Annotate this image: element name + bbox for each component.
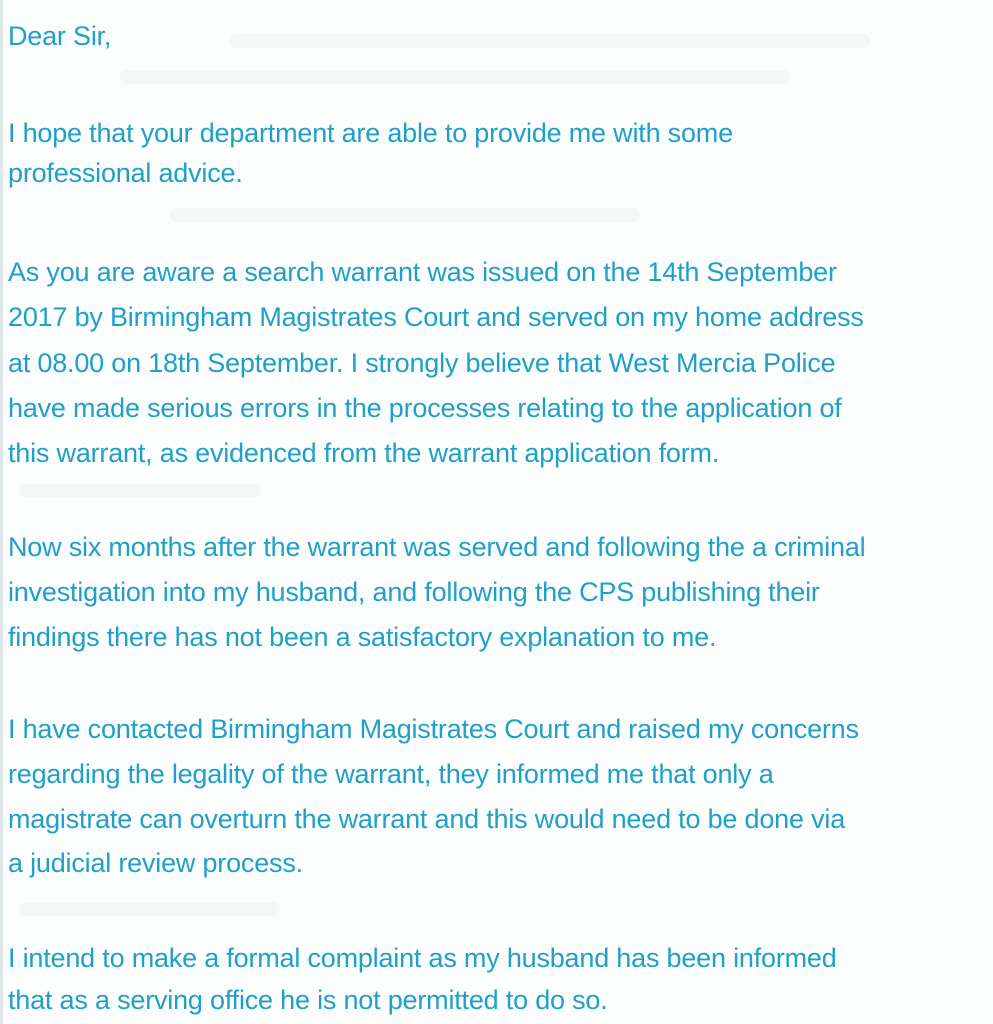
paragraph-3-line-2: investigation into my husband, and following the CPS publishing their bbox=[8, 577, 820, 607]
paragraph-4-line-2: regarding the legality of the warrant, they informed me that only a bbox=[8, 759, 774, 789]
paragraph-4-line-3: magistrate can overturn the warrant and this would need to be done via bbox=[8, 804, 846, 834]
paragraph-2-line-3: at 08.00 on 18th September. I strongly believe that West Mercia Police bbox=[8, 348, 836, 378]
bleed-through-text bbox=[230, 34, 870, 48]
paragraph-4-line-4: a judicial review process. bbox=[8, 848, 303, 878]
paragraph-2-line-2: 2017 by Birmingham Magistrates Court and served on my home address bbox=[8, 302, 864, 332]
paragraph-2-line-1: As you are aware a search warrant was issued on the 14th September bbox=[8, 257, 837, 287]
bleed-through-text bbox=[120, 70, 790, 84]
paragraph-3-line-1: Now six months after the warrant was served and following the a criminal bbox=[8, 532, 866, 562]
paragraph-1-line-1: I hope that your department are able to provide me with some bbox=[8, 118, 733, 148]
paragraph-3-line-3: findings there has not been a satisfactory explanation to me. bbox=[8, 622, 717, 652]
bleed-through-text bbox=[170, 208, 640, 222]
bleed-through-text bbox=[20, 484, 260, 498]
paragraph-5-line-2: that as a serving office he is not permitted to do so. bbox=[8, 985, 608, 1015]
paragraph-5-line-1: I intend to make a formal complaint as my husband has been informed bbox=[8, 943, 837, 973]
paragraph-2-line-4: have made serious errors in the processes relating to the application of bbox=[8, 393, 842, 423]
paragraph-4-line-1: I have contacted Birmingham Magistrates Court and raised my concerns bbox=[8, 714, 859, 744]
bleed-through-text bbox=[20, 902, 280, 916]
paragraph-2-line-5: this warrant, as evidenced from the warrant application form. bbox=[8, 438, 720, 468]
paragraph-1-line-2: professional advice. bbox=[8, 158, 243, 188]
scan-edge-shadow bbox=[0, 0, 3, 1024]
salutation: Dear Sir, bbox=[8, 21, 112, 51]
